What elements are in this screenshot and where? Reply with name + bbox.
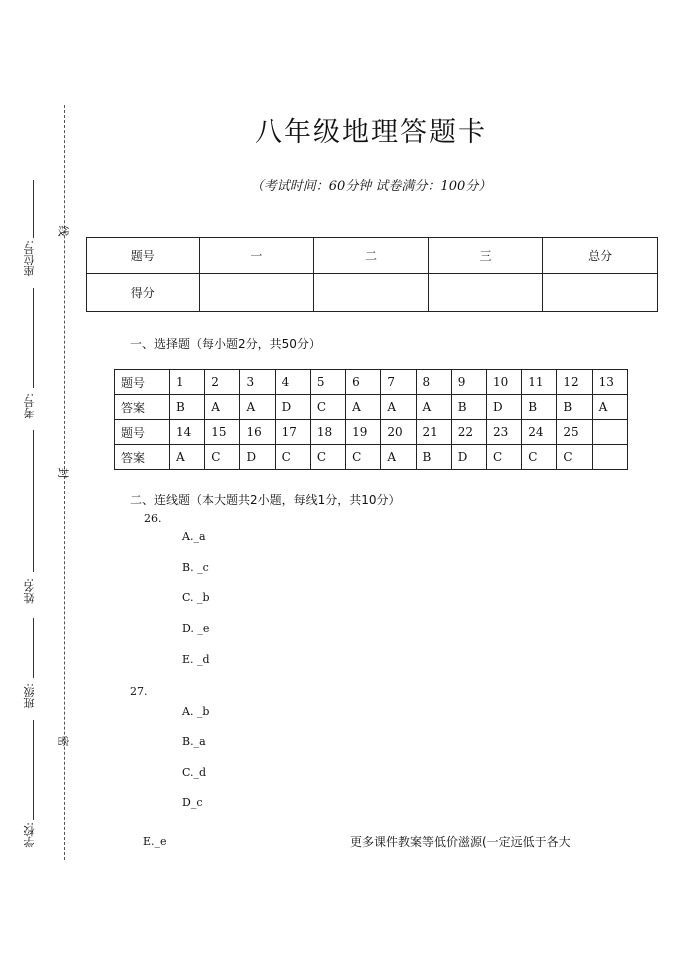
question-number-cell: 11	[522, 370, 557, 395]
question-26-label: 26.	[144, 512, 162, 525]
score-row2-label: 得分	[87, 274, 200, 312]
question-number-cell: 22	[451, 420, 486, 445]
q27-item-e: E._e	[143, 835, 167, 848]
question-number-cell: 17	[275, 420, 310, 445]
question-number-cell: 14	[170, 420, 205, 445]
row-label-answer: 答案	[115, 395, 170, 420]
row-label-answer: 答案	[115, 445, 170, 470]
answer-cell: A	[592, 395, 627, 420]
question-number-cell: 3	[240, 370, 275, 395]
q27-item-a: A. _b	[182, 705, 210, 718]
page-subtitle: （考试时间：60分钟 试卷满分：100分）	[250, 179, 492, 194]
answer-cell: A	[381, 445, 416, 470]
school-label: 学校:	[23, 822, 36, 848]
q27-item-d: D_c	[182, 796, 203, 809]
answer-cell: A	[346, 395, 381, 420]
q26-item-e: E. _d	[182, 653, 210, 666]
score-value-row	[87, 274, 658, 312]
row-label-question: 题号	[115, 420, 170, 445]
answer-cell: D	[240, 445, 275, 470]
question-number-cell: 1	[170, 370, 205, 395]
answer-cell	[592, 445, 627, 470]
score-col-total: 总分	[543, 238, 658, 274]
score-table	[86, 237, 658, 312]
school-underline	[33, 720, 34, 820]
footer-note: 更多课件教案等低价滋源(一定远低于各大	[350, 835, 571, 849]
answer-number-row-1	[115, 370, 628, 395]
score-cell-2[interactable]	[314, 274, 429, 312]
question-number-cell: 12	[557, 370, 592, 395]
question-number-cell: 18	[310, 420, 345, 445]
score-row1-label: 题号	[87, 238, 200, 274]
question-number-cell: 24	[522, 420, 557, 445]
answer-cell: D	[486, 395, 521, 420]
answer-cell: B	[557, 395, 592, 420]
answer-cell: B	[416, 445, 451, 470]
question-number-cell: 2	[205, 370, 240, 395]
name-label: 姓名:	[23, 578, 36, 604]
q27-item-b: B._a	[182, 735, 206, 748]
question-number-cell: 6	[346, 370, 381, 395]
answer-cell: C	[310, 445, 345, 470]
exam-no-underline	[33, 288, 34, 388]
q26-item-b: B. _c	[182, 561, 209, 574]
question-number-cell: 19	[346, 420, 381, 445]
answer-cell: A	[240, 395, 275, 420]
question-number-cell	[592, 420, 627, 445]
question-number-cell: 20	[381, 420, 416, 445]
seal-mi-char: 密	[56, 735, 70, 747]
answer-cell: A	[381, 395, 416, 420]
class-label: 班级:	[23, 683, 36, 709]
seal-line-char: 线	[56, 225, 70, 237]
row-label-question: 题号	[115, 370, 170, 395]
answer-cell: C	[346, 445, 381, 470]
question-number-cell: 13	[592, 370, 627, 395]
answer-cell: B	[170, 395, 205, 420]
answer-cell: C	[205, 445, 240, 470]
question-number-cell: 8	[416, 370, 451, 395]
seat-number-label: 座位号:	[23, 240, 36, 277]
score-col-3: 三	[428, 238, 543, 274]
answer-value-row-1	[115, 395, 628, 420]
answer-cell: A	[416, 395, 451, 420]
question-number-cell: 7	[381, 370, 416, 395]
question-number-cell: 23	[486, 420, 521, 445]
page-title: 八年级地理答题卡	[255, 117, 487, 148]
answer-cell: C	[486, 445, 521, 470]
answer-cell: C	[522, 445, 557, 470]
score-header-row	[87, 238, 658, 274]
score-col-1: 一	[199, 238, 314, 274]
score-cell-1[interactable]	[199, 274, 314, 312]
score-cell-3[interactable]	[428, 274, 543, 312]
question-number-cell: 25	[557, 420, 592, 445]
section2-heading: 二、连线题（本大题共2小题，每线1分，共10分）	[130, 493, 401, 507]
answer-cell: C	[557, 445, 592, 470]
score-col-2: 二	[314, 238, 429, 274]
question-number-cell: 4	[275, 370, 310, 395]
answer-table	[114, 369, 628, 470]
answer-cell: A	[205, 395, 240, 420]
answer-cell: A	[170, 445, 205, 470]
score-cell-total[interactable]	[543, 274, 658, 312]
answer-cell: D	[275, 395, 310, 420]
question-number-cell: 16	[240, 420, 275, 445]
question-27-label: 27.	[130, 685, 148, 698]
q26-item-d: D. _e	[182, 622, 210, 635]
q26-item-c: C. _b	[182, 591, 210, 604]
question-number-cell: 9	[451, 370, 486, 395]
question-number-cell: 15	[205, 420, 240, 445]
question-number-cell: 5	[310, 370, 345, 395]
binding-dashed-line	[64, 105, 65, 860]
answer-cell: C	[275, 445, 310, 470]
answer-cell: B	[522, 395, 557, 420]
answer-cell: C	[310, 395, 345, 420]
q27-item-c: C._d	[182, 766, 207, 779]
exam-number-label: 考号:	[23, 393, 36, 419]
question-number-cell: 21	[416, 420, 451, 445]
name-underline	[33, 430, 34, 572]
section1-heading: 一、选择题（每小题2分，共50分）	[130, 337, 321, 351]
seal-feng-char: 封	[56, 467, 70, 479]
answer-number-row-2	[115, 420, 628, 445]
class-underline	[33, 618, 34, 678]
q26-item-a: A._a	[182, 530, 206, 543]
answer-value-row-2	[115, 445, 628, 470]
answer-cell: D	[451, 445, 486, 470]
answer-cell: B	[451, 395, 486, 420]
question-number-cell: 10	[486, 370, 521, 395]
